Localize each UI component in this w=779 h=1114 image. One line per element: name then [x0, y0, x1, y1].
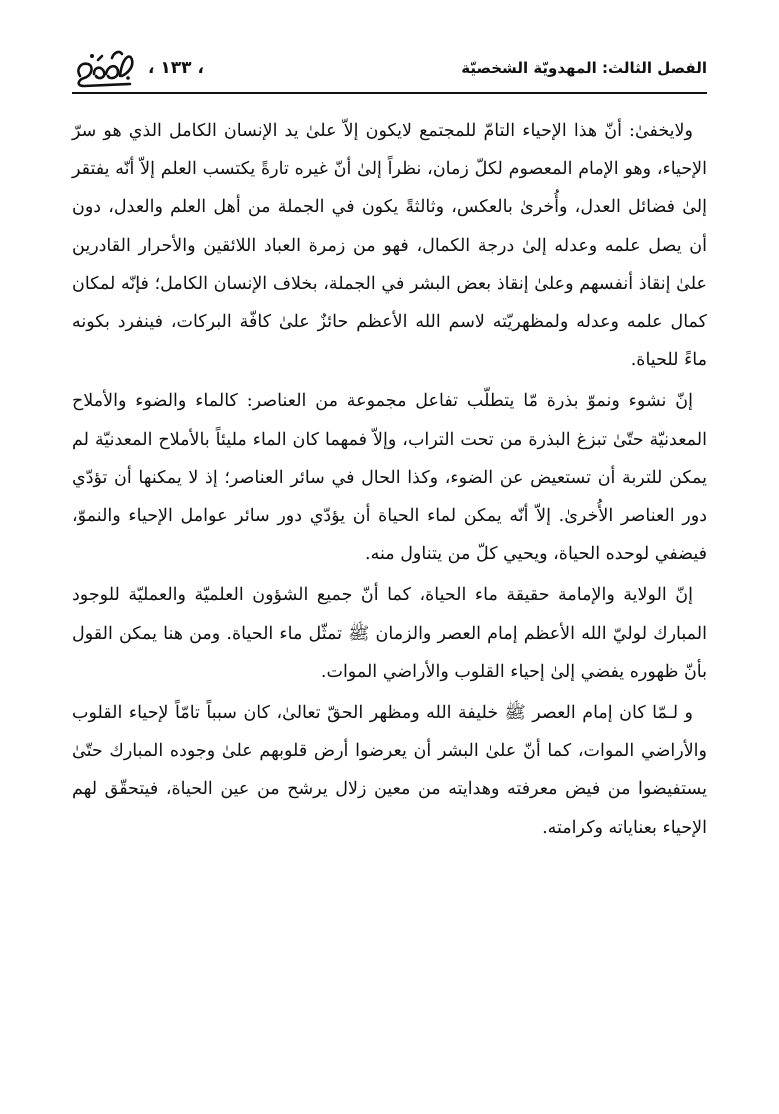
header-left-group: [72, 44, 204, 92]
paragraph: إنّ نشوء ونموّ بذرة مّا يتطلّب تفاعل مجموعة من العناصر: كالماء والضوء والأملاح المعدنيّة حتّىٰ تبزغ البذرة من تحت التراب، وإلاّ فمهما كان الماء مليئاً بالأملاح المعدنيّة لم يمكن للتربة أن تستعيض عن الضوء، وكذا الحال في سائر العناصر؛ إذ لا يمكنها أن تؤدّي دور العناصر الأُخرىٰ. إلاّ أنّه يمكن لماء الحياة أن يؤدّي دور سائر عوامل الإحياء والنموّ، فيضفي لوحده الحياة، ويحيي كلّ من يتناول منه.: [72, 391, 707, 565]
paragraph: إنّ الولاية والإمامة حقيقة ماء الحياة، كما أنّ جميع الشؤون العلميّة والعمليّة للوجود المبارك لوليّ الله الأعظم إمام العصر والزمان ﷺ تمثّل ماء الحياة. ومن هنا يمكن القول بأنّ ظهوره يفضي إلىٰ إحياء القلوب والأراضي الموات.: [72, 585, 707, 682]
main-text: [72, 112, 707, 850]
header-divider: [72, 92, 707, 94]
paragraph: و لـمّا كان إمام العصر ﷺ خليفة الله ومظهر الحقّ تعالىٰ، كان سبباً تامّاً لإحياء القلوب والأراضي الموات، كما أنّ علىٰ البشر أن يعرضوا أرض قلوبهم علىٰ وجوده المبارك حتّىٰ يستفيضوا من فيض معرفته وهدايته من معين زلال يرشح من عين الحياة، فيتحقّق لهم الإحياء بعناياته وكرامته.: [72, 703, 707, 838]
page-number: ، ١٣٣ ،: [148, 58, 204, 78]
chapter-title: الفصل الثالث: المهدويّة الشخصيّة: [461, 59, 707, 77]
calligraphy-ornament-icon: [72, 44, 138, 92]
page-header: [72, 44, 707, 92]
paragraph: ولايخفىٰ: أنّ هذا الإحياء التامّ للمجتمع لايكون إلاّ علىٰ يد الإنسان الكامل الذي هو سرّ الإحياء، وهو الإمام المعصوم لكلّ زمان، نظراً إلىٰ أنّ غيره تارةً يكتسب العلم إلاّ أنّه يفتقر إلىٰ فضائل العدل، وأُخرىٰ بالعكس، وثالثةً يكون في الجملة من أهل العلم والعدل، دون أن يصل علمه وعدله إلىٰ درجة الكمال، فهو من زمرة العباد اللائقين والأحرار القادرين علىٰ إنقاذ أنفسهم وعلىٰ إنقاذ بعض البشر في الجملة، بخلاف الإنسان الكامل؛ فإنّه لمكان كمال علمه وعدله ولمظهريّته لاسم الله الأعظم حائزٌ علىٰ كافّة البركات، فينفرد بكونه ماءً للحياة.: [72, 121, 707, 371]
